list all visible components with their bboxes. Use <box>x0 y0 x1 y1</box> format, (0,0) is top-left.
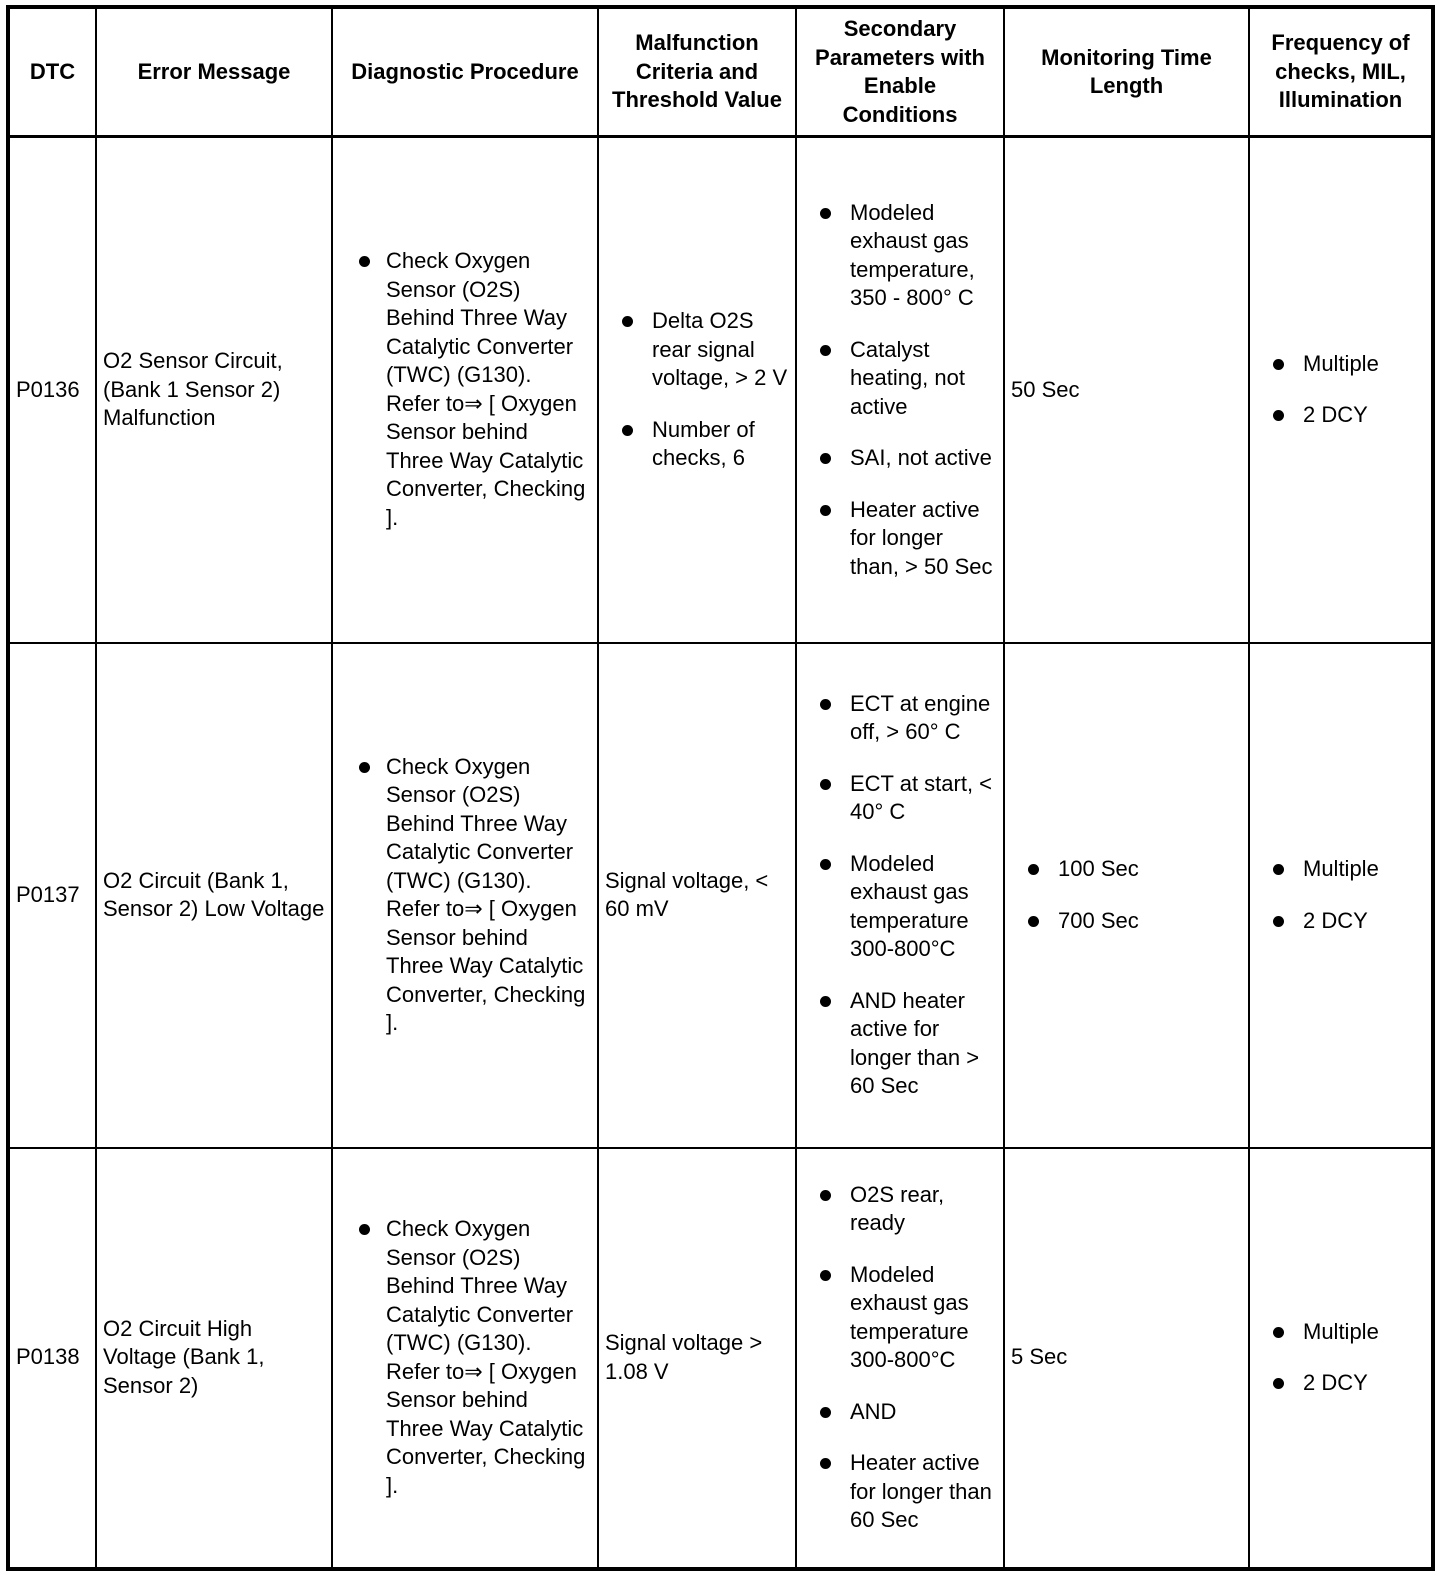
frequency-list <box>1256 1318 1425 1398</box>
diagnostic-procedure <box>332 1148 598 1569</box>
list-item: Modeled exhaust gas temperature, 350 - 800° C <box>803 199 997 313</box>
list-item: Delta O2S rear signal voltage, > 2 V <box>605 307 789 393</box>
list-item: Catalyst heating, not active <box>803 336 997 422</box>
dtc-code: P0138 <box>8 1148 96 1569</box>
diagnostic-procedure <box>332 643 598 1148</box>
list-item: 2 DCY <box>1256 1369 1425 1398</box>
list-item: 700 Sec <box>1011 907 1242 936</box>
list-item: Multiple <box>1256 350 1425 379</box>
list-item: 2 DCY <box>1256 907 1425 936</box>
table-row <box>8 1148 1433 1569</box>
monitoring-time: 5 Sec <box>1004 1148 1249 1569</box>
list-item: ECT at engine off, > 60° C <box>803 690 997 747</box>
table-row <box>8 137 1433 643</box>
header-frequency: Frequency of checks, MIL, Illumination <box>1249 7 1433 137</box>
malfunction-criteria <box>598 137 796 643</box>
list-item: Modeled exhaust gas temperature 300-800°C <box>803 850 997 964</box>
diagnostic-list <box>339 247 591 532</box>
list-item: 2 DCY <box>1256 401 1425 430</box>
header-monitoring-time: Monitoring Time Length <box>1004 7 1249 137</box>
error-message: O2 Sensor Circuit, (Bank 1 Sensor 2) Malfunction <box>96 137 332 643</box>
header-malfunction-criteria: Malfunction Criteria and Threshold Value <box>598 7 796 137</box>
list-item: 100 Sec <box>1011 855 1242 884</box>
malfunction-criteria: Signal voltage, < 60 mV <box>598 643 796 1148</box>
list-item: Heater active for longer than, > 50 Sec <box>803 496 997 582</box>
table-row <box>8 643 1433 1148</box>
list-item: ECT at start, < 40° C <box>803 770 997 827</box>
header-row <box>8 7 1433 137</box>
monitoring-list <box>1011 855 1242 935</box>
list-item: O2S rear, ready <box>803 1181 997 1238</box>
frequency <box>1249 643 1433 1148</box>
header-secondary-parameters: Secondary Parameters with Enable Conditions <box>796 7 1004 137</box>
monitoring-time: 50 Sec <box>1004 137 1249 643</box>
list-item: AND heater active for longer than > 60 Sec <box>803 987 997 1101</box>
monitoring-time <box>1004 643 1249 1148</box>
secondary-parameters <box>796 137 1004 643</box>
list-item: Heater active for longer than 60 Sec <box>803 1449 997 1535</box>
frequency <box>1249 1148 1433 1569</box>
header-diagnostic-procedure: Diagnostic Procedure <box>332 7 598 137</box>
list-item: Modeled exhaust gas temperature 300-800°C <box>803 1261 997 1375</box>
diagnostic-list <box>339 753 591 1038</box>
secondary-list <box>803 199 997 582</box>
secondary-list <box>803 1181 997 1535</box>
dtc-table <box>6 5 1435 1571</box>
list-item: AND <box>803 1398 997 1427</box>
malfunction-criteria: Signal voltage > 1.08 V <box>598 1148 796 1569</box>
frequency <box>1249 137 1433 643</box>
secondary-parameters <box>796 1148 1004 1569</box>
header-dtc: DTC <box>8 7 96 137</box>
list-item: Number of checks, 6 <box>605 416 789 473</box>
secondary-list <box>803 690 997 1101</box>
list-item: Multiple <box>1256 1318 1425 1347</box>
diagnostic-list <box>339 1215 591 1500</box>
error-message: O2 Circuit (Bank 1, Sensor 2) Low Voltage <box>96 643 332 1148</box>
dtc-code: P0136 <box>8 137 96 643</box>
list-item: Check Oxygen Sensor (O2S) Behind Three Way Catalytic Converter (TWC) (G130). Refer to⇒ [ Oxygen Sensor behind Three Way Catalytic Converter, Checking ]. <box>339 753 591 1038</box>
diagnostic-procedure <box>332 137 598 643</box>
list-item: SAI, not active <box>803 444 997 473</box>
frequency-list <box>1256 855 1425 935</box>
criteria-list <box>605 307 789 473</box>
list-item: Check Oxygen Sensor (O2S) Behind Three Way Catalytic Converter (TWC) (G130). Refer to⇒ [ Oxygen Sensor behind Three Way Catalytic Converter, Checking ]. <box>339 1215 591 1500</box>
list-item: Multiple <box>1256 855 1425 884</box>
header-error-message: Error Message <box>96 7 332 137</box>
dtc-code: P0137 <box>8 643 96 1148</box>
list-item: Check Oxygen Sensor (O2S) Behind Three Way Catalytic Converter (TWC) (G130). Refer to⇒ [ Oxygen Sensor behind Three Way Catalytic Converter, Checking ]. <box>339 247 591 532</box>
secondary-parameters <box>796 643 1004 1148</box>
error-message: O2 Circuit High Voltage (Bank 1, Sensor 2) <box>96 1148 332 1569</box>
frequency-list <box>1256 350 1425 430</box>
